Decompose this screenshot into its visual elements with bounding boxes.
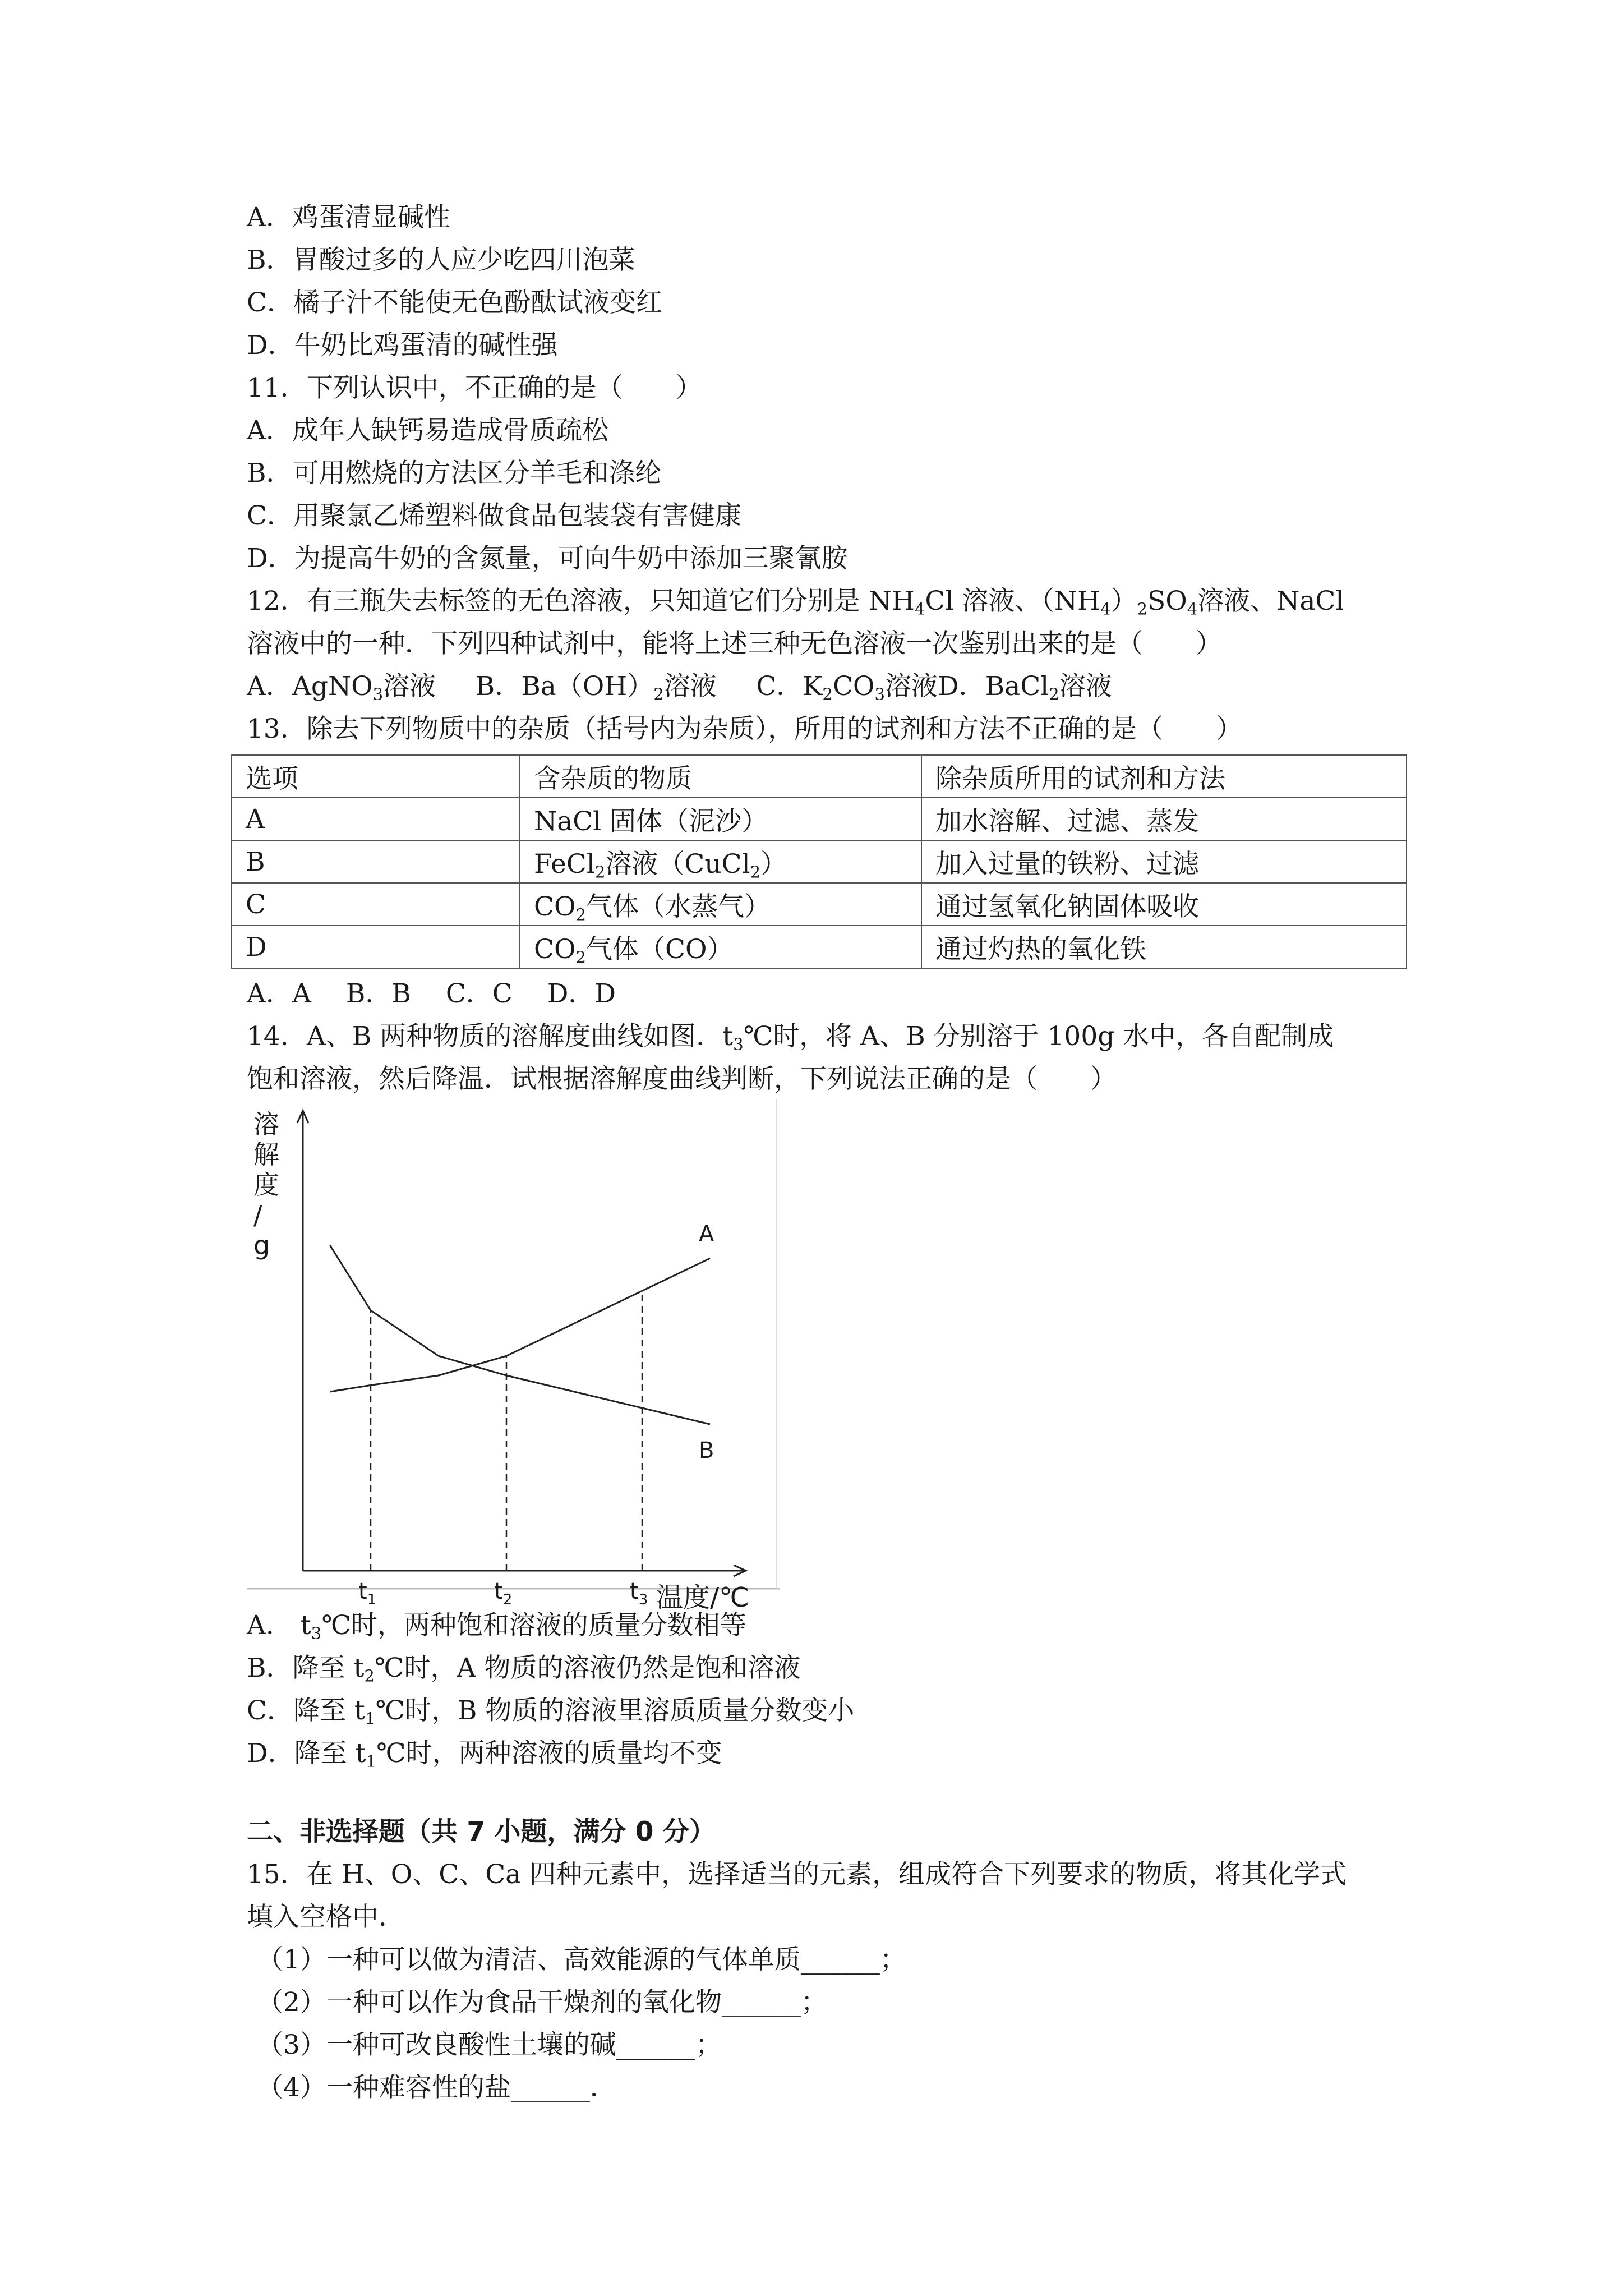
q11-option-b: B．可用燃烧的方法区分羊毛和涤纶 [247, 458, 662, 489]
q15-item-4: （4）一种难容性的盐______． [257, 2072, 616, 2103]
tick-label-t2: $t_2$ [494, 1579, 513, 1608]
x-axis-label: 温度/℃ [656, 1582, 750, 1613]
q11-option-c: C．用聚氯乙烯塑料做食品包装袋有害健康 [247, 500, 741, 531]
q13-table [231, 754, 1407, 969]
curve-label-A: A [699, 1221, 714, 1248]
table-cell: 通过氢氧化钠固体吸收 [921, 883, 1407, 926]
q12-options [247, 670, 1112, 703]
q12-option-a: A．AgNO$_3$溶液 [247, 671, 436, 704]
table-cell: D [232, 926, 520, 968]
curve-label-B: B [699, 1438, 714, 1464]
table-header-cell: 选项 [232, 755, 520, 798]
tick-label-t3: $t_3$ [630, 1579, 648, 1608]
table-cell: $CO_2$气体（水蒸气） [520, 883, 921, 926]
q14-option-d: D．降至 $t_1℃$时，两种溶液的质量均不变 [247, 1738, 722, 1771]
q11-option-d: D．为提高牛奶的含氮量，可向牛奶中添加三聚氰胺 [247, 543, 848, 574]
curve-B [330, 1245, 710, 1424]
q14-option-b: B．降至 $t_2℃$时，A 物质的溶液仍然是饱和溶液 [247, 1653, 801, 1686]
q10-option-b: B．胃酸过多的人应少吃四川泡菜 [247, 245, 635, 275]
table-cell: C [232, 883, 520, 926]
q14-option-a: A． $t_3℃$时，两种饱和溶液的质量分数相等 [247, 1610, 746, 1643]
chart-axes [297, 1111, 746, 1576]
q15-stem-line1: 15．在 H、O、C、Ca 四种元素中，选择适当的元素，组成符合下列要求的物质，将其化学式 [247, 1859, 1347, 1890]
q14-stem-line1: 14．A、B 两种物质的溶解度曲线如图．$t_3℃$时，将 A、B 分别溶于 100g 水中，各自配制成 [247, 1021, 1334, 1054]
tick-label-t1: $t_1$ [358, 1579, 377, 1608]
section-title: 二、非选择题（共 7 小题，满分 0 分） [247, 1816, 716, 1847]
solubility-chart [247, 1099, 780, 1613]
table-cell: 加水溶解、过滤、蒸发 [921, 798, 1407, 840]
q11-option-a: A．成年人缺钙易造成骨质疏松 [247, 415, 608, 446]
q15-item-1: （1）一种可以做为清洁、高效能源的气体单质______； [257, 1944, 906, 1975]
table-cell: $CO_2$气体（CO） [520, 926, 921, 968]
table-cell: A [232, 798, 520, 840]
q12-option-c: C．$K_2CO_3$溶液 [756, 671, 938, 704]
table-header-row [232, 755, 1407, 798]
y-axis-label: 溶解度/ g [253, 1109, 279, 1260]
q10-option-d: D．牛奶比鸡蛋清的碱性强 [247, 330, 558, 361]
q15-stem-line2: 填入空格中． [247, 1902, 405, 1932]
q10-option-a: A．鸡蛋清显碱性 [247, 202, 450, 233]
q14-stem-line2: 饱和溶液，然后降温．试根据溶解度曲线判断，下列说法正确的是（ ） [247, 1064, 1117, 1094]
chart-labels [253, 1109, 749, 1613]
table-row [232, 798, 1407, 840]
q15-item-3: （3）一种可改良酸性土壤的碱______； [257, 2030, 722, 2060]
chart-curves [330, 1221, 714, 1464]
table-row [232, 883, 1407, 926]
table-header-cell: 除杂质所用的试剂和方法 [921, 755, 1407, 798]
table-cell: 通过灼热的氧化铁 [921, 926, 1407, 968]
curve-A [330, 1258, 710, 1392]
q13-answers: A．A B．B C．C D．D [247, 978, 616, 1009]
table-header-cell: 含杂质的物质 [520, 755, 921, 798]
table-cell: FeCl$_2$溶液（CuCl$_2$） [520, 840, 921, 883]
table-row [232, 926, 1407, 968]
q13-stem: 13．除去下列物质中的杂质（括号内为杂质），所用的试剂和方法不正确的是（ ） [247, 714, 1243, 744]
table-cell: B [232, 840, 520, 883]
q12-stem-line1: 12．有三瓶失去标签的无色溶液，只知道它们分别是 $NH_4Cl$ 溶液、$(NH_4)_2SO_4$溶液、NaCl [247, 586, 1344, 619]
q10-option-c: C．橘子汁不能使无色酚酞试液变红 [247, 287, 662, 318]
q11-stem: 11．下列认识中，不正确的是（ ） [247, 372, 702, 403]
table-row [232, 840, 1407, 883]
table-cell: 加入过量的铁粉、过滤 [921, 840, 1407, 883]
q12-stem-line2: 溶液中的一种．下列四种试剂中，能将上述三种无色溶液一次鉴别出来的是（ ） [247, 628, 1222, 659]
table-cell: NaCl 固体（泥沙） [520, 798, 921, 840]
q12-option-d: D．BaCl$_2$溶液 [937, 671, 1112, 704]
q14-option-c: C．降至 $t_1℃$时，B 物质的溶液里溶质质量分数变小 [247, 1695, 855, 1728]
q15-item-2: （2）一种可以作为食品干燥剂的氧化物______； [257, 1987, 827, 2018]
chart-guides [371, 1291, 642, 1571]
q12-option-b: B．$Ba(OH)_2$溶液 [475, 671, 717, 704]
